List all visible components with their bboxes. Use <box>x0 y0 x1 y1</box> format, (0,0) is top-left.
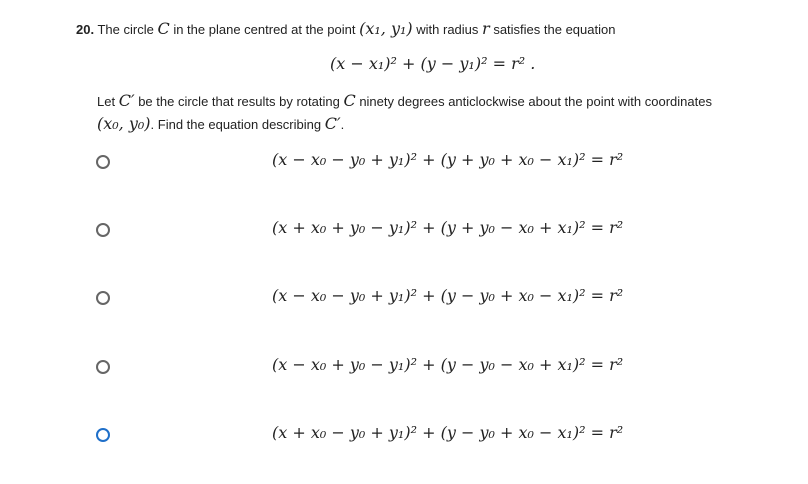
option-4-label: (x − x₀ + y₀ − y₁)² + (y − y₀ − x₀ + x₁)² = r² <box>272 355 624 374</box>
radio-button-option-1[interactable] <box>96 155 110 169</box>
option-5[interactable] <box>0 415 808 455</box>
stem-text-radius: with radius <box>416 22 479 37</box>
stem-text-be: be the circle that results by rotating <box>138 94 340 109</box>
option-3-label: (x − x₀ − y₀ + y₁)² + (y − y₀ + x₀ − x₁)² = r² <box>272 286 624 305</box>
stem-text-ninety: ninety degrees anticlockwise about the point with coordinates <box>359 94 712 109</box>
option-1-label: (x − x₀ − y₀ + y₁)² + (y + y₀ + x₀ − x₁)² = r² <box>272 150 624 169</box>
radio-button-option-5[interactable] <box>96 428 110 442</box>
radio-button-option-4[interactable] <box>96 360 110 374</box>
rotation-point: (x₀, y₀) <box>97 114 151 133</box>
option-1[interactable] <box>0 142 808 182</box>
option-3[interactable] <box>0 278 808 318</box>
option-4[interactable] <box>0 347 808 387</box>
circle-prime-symbol-2: C′ <box>324 114 341 133</box>
option-5-label: (x + x₀ − y₀ + y₁)² + (y − y₀ + x₀ − x₁)² = r² <box>272 423 624 442</box>
stem-text-satisfies: satisfies the equation <box>493 22 616 37</box>
circle-symbol: C <box>157 19 170 38</box>
question-number: 20. <box>76 22 95 37</box>
stem-text-intro: The circle <box>97 22 154 37</box>
stem-text-centred: in the plane centred at the point <box>173 22 356 37</box>
circle-symbol-2: C <box>343 91 356 110</box>
option-2[interactable] <box>0 210 808 250</box>
stem-end-period: . <box>340 117 345 132</box>
question-stem-line-3 <box>97 115 344 134</box>
radio-button-option-2[interactable] <box>96 223 110 237</box>
circle-equation: (x − x₁)² + (y − y₁)² = r² . <box>330 54 536 73</box>
question-stem-line-2 <box>97 92 712 111</box>
radio-button-option-3[interactable] <box>96 291 110 305</box>
question-stem-line-1 <box>76 20 615 39</box>
option-2-label: (x + x₀ + y₀ − y₁)² + (y + y₀ − x₀ + x₁)² = r² <box>272 218 624 237</box>
circle-prime-symbol: C′ <box>118 91 135 110</box>
radius-symbol: r <box>482 19 490 38</box>
stem-text-let: Let <box>97 94 116 109</box>
center-point: (x₁, y₁) <box>359 19 413 38</box>
stem-text-find: . Find the equation describing <box>150 117 322 132</box>
